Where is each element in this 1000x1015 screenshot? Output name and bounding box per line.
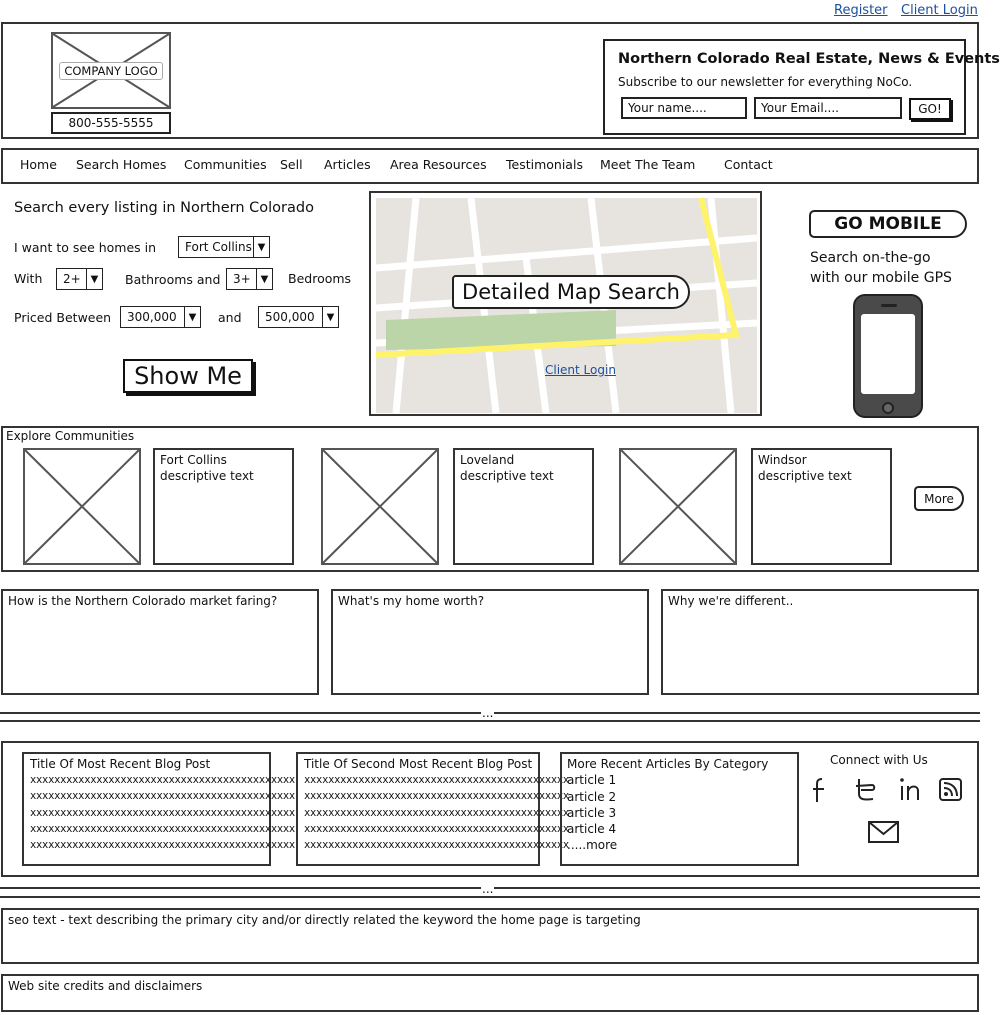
chevron-down-icon: ▼ xyxy=(86,269,102,289)
rss-icon[interactable] xyxy=(939,778,963,802)
nav-area-resources[interactable]: Area Resources xyxy=(390,157,487,172)
nav-testimonials[interactable]: Testimonials xyxy=(506,157,583,172)
show-me-button[interactable]: Show Me xyxy=(123,359,253,393)
blog-post-2-text-3: xxxxxxxxxxxxxxxxxxxxxxxxxxxxxxxxxxxxxxxxxxxx xyxy=(304,806,569,819)
map-panel[interactable] xyxy=(369,191,762,416)
divider xyxy=(0,896,980,898)
separator-dots: ... xyxy=(482,706,494,720)
blog-post-1-text-1: xxxxxxxxxxxxxxxxxxxxxxxxxxxxxxxxxxxxxxxxxxxx xyxy=(30,774,295,786)
register-link[interactable]: Register xyxy=(834,3,888,18)
min-price-value: 300,000 xyxy=(127,310,177,324)
blog-post-2-text-4: xxxxxxxxxxxxxxxxxxxxxxxxxxxxxxxxxxxxxxxxxxxx xyxy=(304,822,569,835)
nav-articles[interactable]: Articles xyxy=(324,157,371,172)
market-question-box[interactable]: How is the Northern Colorado market faring? xyxy=(1,589,319,695)
beds-select-value: 3+ xyxy=(233,272,251,286)
chevron-down-icon: ▼ xyxy=(253,237,269,257)
nav-sell[interactable]: Sell xyxy=(280,157,303,172)
linkedin-icon[interactable] xyxy=(898,776,924,804)
seo-text: seo text - text describing the primary city and/or directly related the keyword the home page is targeting xyxy=(1,908,979,964)
city-select-value: Fort Collins xyxy=(185,240,252,254)
nav-home[interactable]: Home xyxy=(20,157,57,172)
client-login-link[interactable]: Client Login xyxy=(901,3,978,18)
more-articles-box xyxy=(560,752,799,866)
newsletter-go-button[interactable]: GO! xyxy=(909,98,951,120)
article-link-4[interactable]: article 4 xyxy=(567,822,617,837)
newsletter-box xyxy=(603,39,1000,135)
email-icon[interactable] xyxy=(868,820,900,844)
newsletter-email-input[interactable]: Your Email.... xyxy=(754,97,902,119)
community-card-windsor[interactable] xyxy=(751,448,892,565)
homes-in-label: I want to see homes in xyxy=(14,240,157,255)
search-title: Search every listing in Northern Colorado xyxy=(14,200,314,216)
chevron-down-icon: ▼ xyxy=(256,269,272,289)
map-client-login-link[interactable]: Client Login xyxy=(545,363,616,377)
image-placeholder-icon xyxy=(621,450,735,563)
phone-icon xyxy=(853,294,923,418)
blog-post-2-text-1: xxxxxxxxxxxxxxxxxxxxxxxxxxxxxxxxxxxxxxxxxxxx xyxy=(304,774,569,786)
home-worth-box[interactable]: What's my home worth? xyxy=(331,589,649,695)
blog-post-1-text-5: xxxxxxxxxxxxxxxxxxxxxxxxxxxxxxxxxxxxxxxxxxxx xyxy=(30,839,295,852)
blog-post-2[interactable] xyxy=(296,752,569,866)
blog-post-1-text-3: xxxxxxxxxxxxxxxxxxxxxxxxxxxxxxxxxxxxxxxxxxxx xyxy=(30,806,295,819)
chevron-down-icon: ▼ xyxy=(184,307,200,327)
blog-post-1[interactable] xyxy=(22,752,295,866)
communities-more-button[interactable]: More xyxy=(914,486,964,511)
with-label: With xyxy=(14,271,43,286)
newsletter-subtitle: Subscribe to our newsletter for everything NoCo. xyxy=(618,75,913,89)
image-placeholder-icon xyxy=(25,450,139,563)
article-link-1[interactable]: article 1 xyxy=(567,773,617,788)
chevron-down-icon: ▼ xyxy=(322,307,338,327)
blog-post-1-text-4: xxxxxxxxxxxxxxxxxxxxxxxxxxxxxxxxxxxxxxxxxxxx xyxy=(30,822,295,835)
communities-title: Explore Communities xyxy=(6,429,135,443)
max-price-value: 500,000 xyxy=(265,310,315,324)
why-different-box[interactable]: Why we're different.. xyxy=(661,589,979,695)
community-card-fort-collins[interactable] xyxy=(153,448,294,565)
detailed-map-search-button[interactable]: Detailed Map Search xyxy=(452,275,690,309)
baths-select-value: 2+ xyxy=(63,272,81,286)
phone-number: 800-555-5555 xyxy=(51,112,171,134)
bedrooms-label: Bedrooms xyxy=(288,271,352,286)
min-price-select[interactable] xyxy=(120,306,201,328)
blog-post-1-title: Title Of Most Recent Blog Post xyxy=(30,757,211,771)
blog-post-2-text-5: xxxxxxxxxxxxxxxxxxxxxxxxxxxxxxxxxxxxxxxxxxxx xyxy=(304,839,569,852)
blog-post-2-text-2: xxxxxxxxxxxxxxxxxxxxxxxxxxxxxxxxxxxxxxxxxxxx xyxy=(304,790,569,803)
max-price-select[interactable] xyxy=(258,306,339,328)
twitter-icon[interactable] xyxy=(853,776,879,804)
mobile-line2: with our mobile GPS xyxy=(810,270,952,286)
credits-footer: Web site credits and disclaimers xyxy=(1,974,979,1012)
community-image-loveland[interactable] xyxy=(321,448,439,565)
newsletter-title: Northern Colorado Real Estate, News & Events xyxy=(618,51,1000,67)
image-placeholder-icon xyxy=(323,450,437,563)
community-image-windsor[interactable] xyxy=(619,448,737,565)
community-name: Windsor xyxy=(758,453,807,467)
city-select[interactable] xyxy=(178,236,270,258)
nav-communities[interactable]: Communities xyxy=(184,157,267,172)
mobile-line1: Search on-the-go xyxy=(810,250,931,266)
community-desc: descriptive text xyxy=(758,469,852,483)
community-desc: descriptive text xyxy=(460,469,554,483)
divider xyxy=(0,720,980,722)
newsletter-name-input[interactable]: Your name.... xyxy=(621,97,747,119)
separator-dots: ... xyxy=(482,882,494,896)
and-label: and xyxy=(218,310,242,325)
community-image-fort-collins[interactable] xyxy=(23,448,141,565)
company-logo[interactable] xyxy=(51,32,171,109)
priced-between-label: Priced Between xyxy=(14,310,112,325)
nav-meet-the-team[interactable]: Meet The Team xyxy=(600,157,696,172)
baths-select[interactable] xyxy=(56,268,103,290)
more-articles-link[interactable]: .....more xyxy=(567,838,618,853)
connect-title: Connect with Us xyxy=(830,753,928,767)
community-name: Loveland xyxy=(460,453,515,467)
facebook-icon[interactable] xyxy=(809,776,829,804)
blog-post-1-text-2: xxxxxxxxxxxxxxxxxxxxxxxxxxxxxxxxxxxxxxxxxxxx xyxy=(30,790,295,803)
community-name: Fort Collins xyxy=(160,453,227,467)
logo-text: COMPANY LOGO xyxy=(59,62,163,80)
blog-post-2-title: Title Of Second Most Recent Blog Post xyxy=(304,757,533,771)
nav-contact[interactable]: Contact xyxy=(724,157,773,172)
nav-search-homes[interactable]: Search Homes xyxy=(76,157,167,172)
community-card-loveland[interactable] xyxy=(453,448,594,565)
community-desc: descriptive text xyxy=(160,469,254,483)
header xyxy=(1,22,1000,139)
article-link-3[interactable]: article 3 xyxy=(567,805,617,820)
bathrooms-label: Bathrooms and xyxy=(125,272,221,287)
beds-select[interactable] xyxy=(226,268,273,290)
go-mobile-button[interactable]: GO MOBILE xyxy=(809,210,967,238)
article-link-2[interactable]: article 2 xyxy=(567,789,617,804)
more-articles-title: More Recent Articles By Category xyxy=(567,757,769,771)
